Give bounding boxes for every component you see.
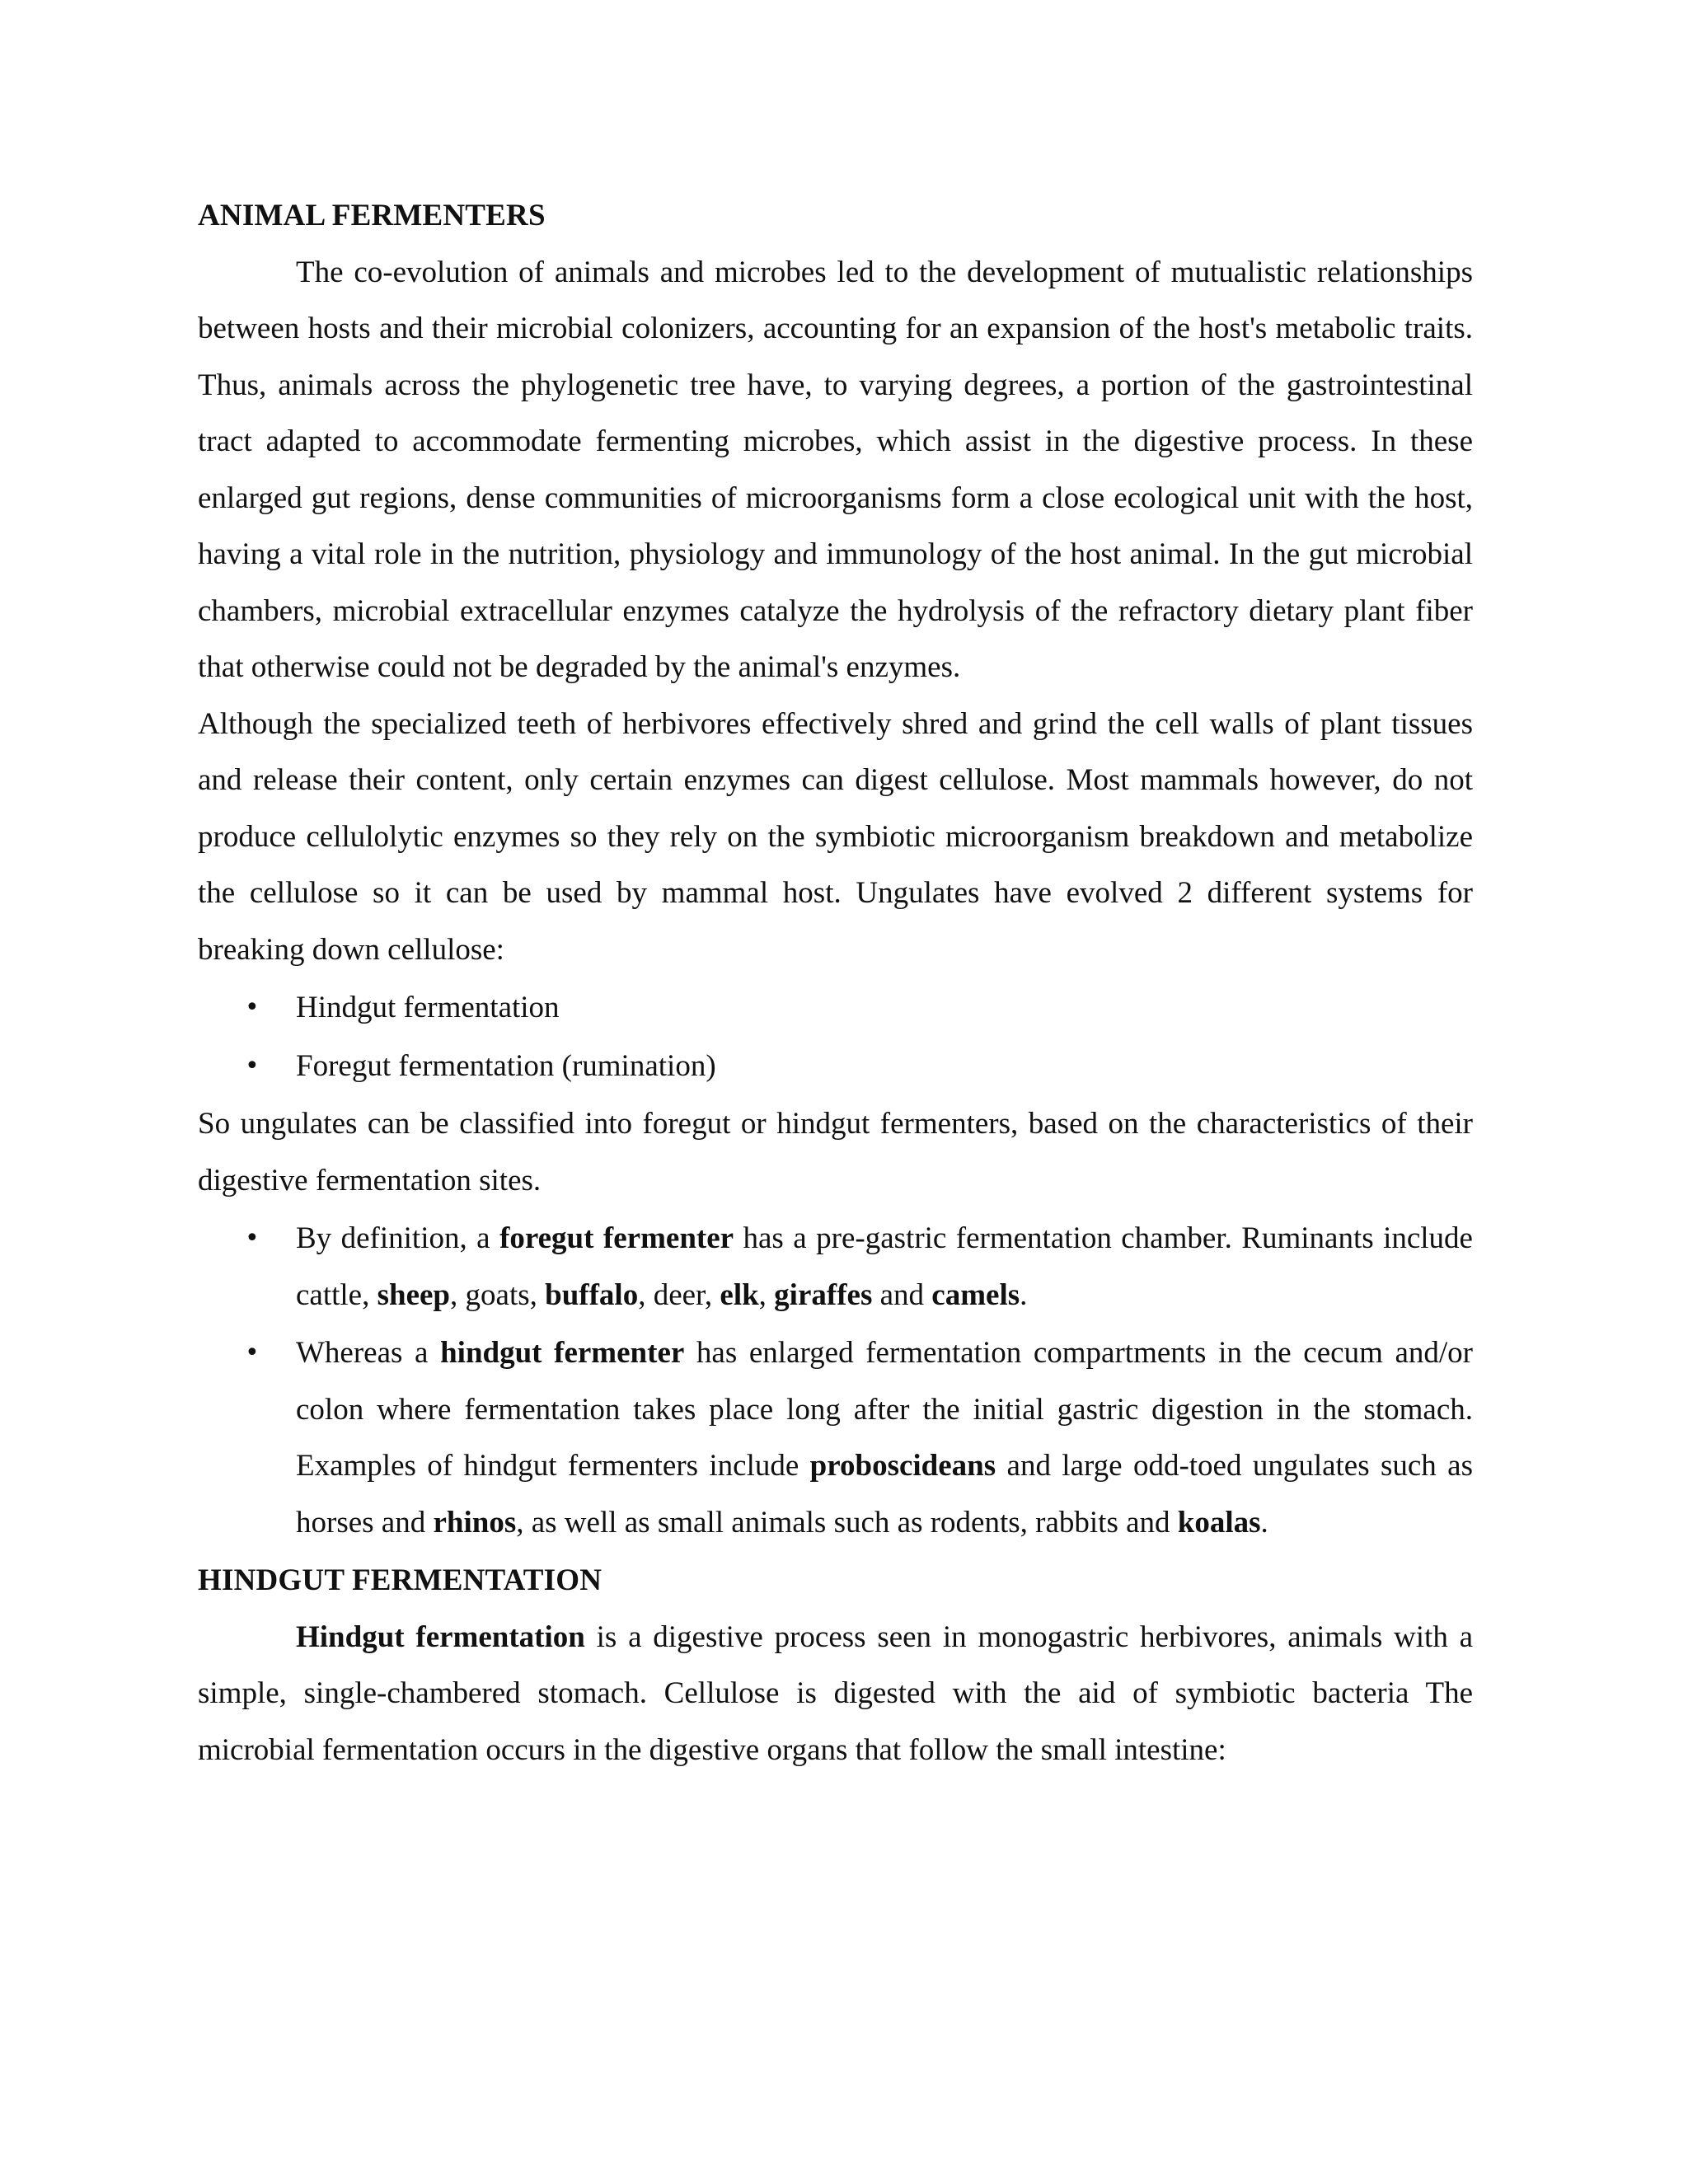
section-heading-hindgut-fermentation: HINDGUT FERMENTATION [198, 1563, 603, 1597]
bold-term: Hindgut fermentation [296, 1619, 585, 1654]
text-run: . [1260, 1505, 1268, 1540]
text-run: . [1020, 1277, 1028, 1312]
bold-term: proboscideans [809, 1449, 996, 1483]
text-run: , [758, 1277, 775, 1312]
text-run: , as well as small animals such as rodents, rabbits and [516, 1505, 1178, 1540]
text-run: is a digestive process seen in monogastric herbivores, animals with a simple, single-chambered stomach. Cellulose is digested with the aid of symbiotic bacteria The microbial fermentation occurs in the digestive organs that follow the small intestine: [198, 1619, 1474, 1767]
bold-term: rhinos [433, 1505, 517, 1540]
bold-term: buffalo [545, 1277, 639, 1312]
section-heading-animal-fermenters: ANIMAL FERMENTERS [198, 199, 546, 232]
bold-term: foregut fermenter [499, 1221, 734, 1255]
list-item-foregut-fermenter [198, 1211, 1473, 1324]
bullet-icon: • [245, 1338, 260, 1367]
text-run: By definition, a [296, 1221, 500, 1255]
fermentation-systems-list [198, 980, 1473, 1094]
text-run: and [872, 1277, 932, 1312]
bullet-icon: • [245, 1224, 260, 1253]
paragraph-classification: So ungulates can be classified into foregut or hindgut fermenters, based on the characteristics of their digestive fermentation sites. [198, 1107, 1473, 1197]
list-item-hindgut-fermenter [198, 1325, 1473, 1551]
list-item-text: Hindgut fermentation [296, 991, 560, 1024]
text-run: , goats, [450, 1277, 546, 1312]
text-run: , deer, [638, 1277, 720, 1312]
text-run: has enlarged fermentation compartments in the cecum and/or colon where fermentation takes place long after the initial gastric digestion in the stomach. Examples of hindgut fermenters include [296, 1336, 1473, 1483]
paragraph-coevolution: The co-evolution of animals and microbes led to the development of mutualistic relationships between hosts and their microbial colonizers, accounting for an expansion of the host's metabolic traits. Thus, animals across the phylogenetic tree have, to varying degrees, a portion of the gastrointestinal tract adapted to accommodate fermenting microbes, which assist in the digestive process. In these enlarged gut regions, dense communities of microorganisms form a close ecological unit with the host, having a vital role in the nutrition, physiology and immunology of the host animal. In the gut microbial chambers, microbial extracellular enzymes catalyze the hydrolysis of the refractory dietary plant fiber that otherwise could not be degraded by the animal's enzymes. [198, 255, 1473, 684]
list-item-hindgut [198, 980, 1473, 1037]
paragraph-hindgut-fermentation [198, 1610, 1473, 1779]
document-page [198, 188, 1473, 1779]
bullet-icon: • [245, 993, 260, 1022]
list-item-foregut [198, 1038, 1473, 1095]
bullet-icon: • [245, 1051, 260, 1080]
bold-term: camels [931, 1277, 1020, 1312]
text-run: has a pre-gastric fermentation chamber. Ruminants include cattle, [296, 1221, 1473, 1312]
fermenter-definitions-list [198, 1211, 1473, 1551]
bold-term: sheep [377, 1277, 451, 1312]
bold-term: giraffes [774, 1277, 873, 1312]
text-run: Whereas a [296, 1336, 441, 1370]
text-run: and large odd-toed ungulates such as horses and [296, 1449, 1473, 1540]
bold-term: koalas [1177, 1505, 1261, 1540]
list-item-text: Foregut fermentation (rumination) [296, 1048, 716, 1083]
bold-term: hindgut fermenter [440, 1336, 685, 1370]
bold-term: elk [720, 1277, 759, 1312]
paragraph-cellulose-digestion: Although the specialized teeth of herbivores effectively shred and grind the cell walls of plant tissues and release their content, only certain enzymes can digest cellulose. Most mammals however, do not produce cellulolytic enzymes so they rely on the symbiotic microorganism breakdown and metabolize the cellulose so it can be used by mammal host. Ungulates have evolved 2 different systems for breaking down cellulose: [198, 706, 1473, 967]
